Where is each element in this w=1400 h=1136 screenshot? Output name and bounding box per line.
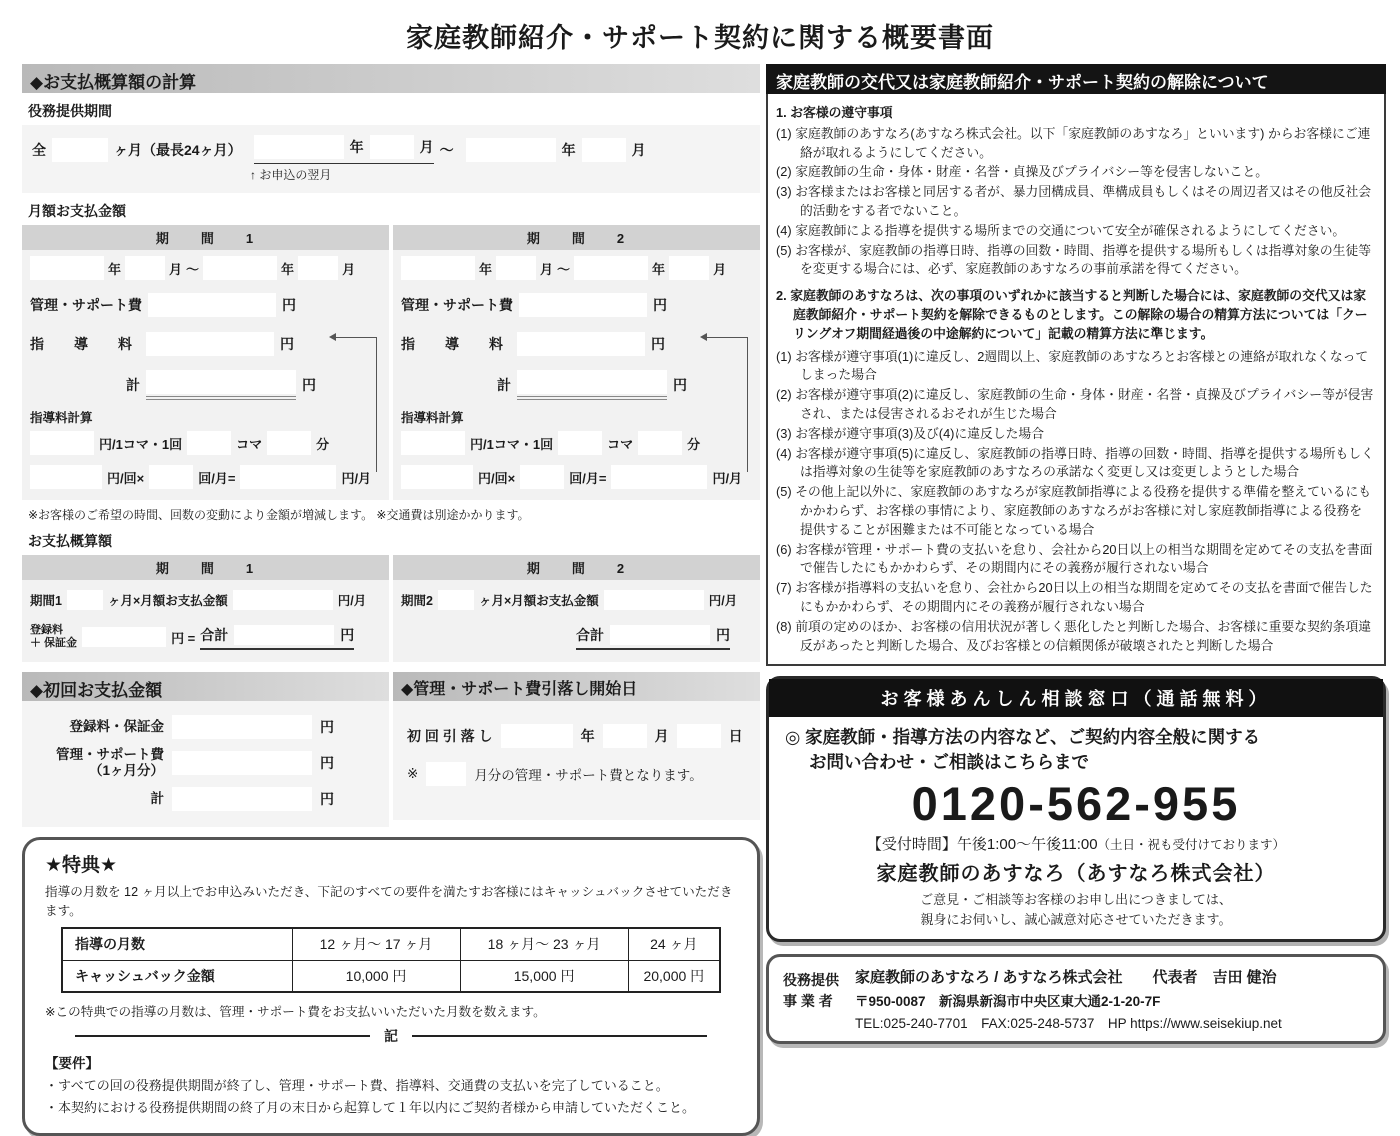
clause-item: (5) お客様が、家庭教師の指導日時、指導の回数・時間、指導を提供する場所もしくは指導対象の生徒等を変更する場合には、必ず、家庭教師のあすなろの事前承諾を得てください。 xyxy=(776,242,1372,277)
first-payment-section xyxy=(22,672,389,827)
total-label: 合計 xyxy=(576,626,604,643)
benefit-note: ※この特典での指導の月数は、管理・サポート費をお支払いいただいた月数を数えます。 xyxy=(45,1005,546,1019)
registration-label: 登録料 xyxy=(30,624,63,637)
per-time-label: 円/回× xyxy=(478,470,516,486)
p1-end-year-field[interactable] xyxy=(203,256,277,280)
formula-label: ヶ月×月額お支払金額 xyxy=(478,594,599,608)
cashback-amount-header: キャッシュバック金額 xyxy=(62,960,292,992)
e2-months-field[interactable] xyxy=(438,590,474,610)
cashback-months-header: 指導の月数 xyxy=(62,928,292,960)
clause-item: (1) お客様が遵守事項(1)に違反し、2週間以上、家庭教師のあすなろとお客様との連絡が取れなくなってしまった場合 xyxy=(776,348,1369,383)
yen-per-month-unit: 円/月 xyxy=(341,470,372,486)
yen-unit: 円 xyxy=(651,336,665,352)
yen-unit: 円 xyxy=(340,626,355,643)
debit-note-text: 月分の管理・サポート費となります。 xyxy=(474,768,703,783)
divider-line xyxy=(75,1035,370,1037)
provider-contact-line: TEL:025-240-7701 FAX:025-248-5737 HP https://www.seisekiup.net xyxy=(855,1016,1282,1032)
service-period-max-label: ヶ月（最長24ヶ月） xyxy=(114,141,242,158)
termination-clauses xyxy=(766,94,1386,666)
cashback-table xyxy=(61,927,721,993)
service-period-total-months-field[interactable] xyxy=(52,138,108,162)
tuition-label: 指 導 料 xyxy=(401,336,511,352)
debit-year-field[interactable] xyxy=(501,724,573,748)
calc-arrow-bracket xyxy=(704,337,748,472)
p1-start-year-field[interactable] xyxy=(30,256,104,280)
debit-note-month-field[interactable] xyxy=(426,762,466,786)
per-unit-label: 円/1コマ・1回 xyxy=(99,436,183,452)
e1-registration-field[interactable] xyxy=(82,627,166,647)
clause-item: (3) お客様が遵守事項(3)及び(4)に違反した場合 xyxy=(776,425,1045,441)
hotline-hours: 【受付時間】午後1:00～午後11:00（土日・祝も受付けております） xyxy=(866,836,1286,854)
total-label: 合計 xyxy=(200,626,229,643)
p1-mgmt-fee-field[interactable] xyxy=(148,293,276,317)
yen-unit: 円 xyxy=(653,297,667,313)
p2-yen-per-time-field[interactable] xyxy=(401,465,473,489)
e1-months-field[interactable] xyxy=(67,590,103,610)
termination-conditions-intro: 2. 家庭教師のあすなろは、次の事項のいずれかに該当すると判断した場合には、家庭教師の交代又は家庭教師紹介・サポート契約を解除できるものとします。この解除の場合の精算方法については「クーリングオフ期間経過後の中途解約について」記載の精算方法に準じます。 xyxy=(776,288,1368,341)
clause-item: (3) お客様またはお客様と同居する者が、暴力団構成員、準構成員もしくはその周辺者又はその他反社会的活動をする者でないこと。 xyxy=(776,184,1372,218)
section-header-termination: 家庭教師の交代又は家庭教師紹介・サポート契約の解除について xyxy=(766,64,1386,94)
estimate-panel-period1 xyxy=(22,555,389,662)
month-unit: 月 xyxy=(540,261,554,277)
per-month-eq-label: 回/月= xyxy=(569,470,607,486)
monthly-panel-period2 xyxy=(393,225,760,500)
clause-item: (6) お客様が管理・サポート費の支払いを怠り、会社から20日以上の相当な期間を定めてその支払を書面で催告したにもかかわらず、その期間内にその義務が履行されない場合 xyxy=(776,541,1373,576)
p1-minutes-field[interactable] xyxy=(267,431,311,455)
apply-next-month-note: ↑ お申込の翌月 xyxy=(250,168,332,182)
yen-unit: 円 xyxy=(320,755,334,771)
monthly-panel-period1 xyxy=(22,225,389,500)
year-unit: 年 xyxy=(479,261,493,277)
minutes-label: 分 xyxy=(687,436,701,452)
tuition-calc-label: 指導料計算 xyxy=(401,411,464,425)
koma-label: コマ xyxy=(236,436,263,452)
koma-label: コマ xyxy=(607,436,634,452)
p2-end-year-field[interactable] xyxy=(574,256,648,280)
hotline-lead2: お問い合わせ・ご相談はこちらまで xyxy=(809,751,1089,772)
p2-sum-field[interactable] xyxy=(517,370,667,394)
month-unit: 月 xyxy=(654,728,669,744)
month-unit: 月 xyxy=(419,139,434,155)
hotline-lead1: ◎ 家庭教師・指導方法の内容など、ご契約内容全般に関する xyxy=(785,727,1261,748)
bottom-sections xyxy=(22,672,760,827)
year-unit: 年 xyxy=(281,261,295,277)
fp-mgmt-fee-field[interactable] xyxy=(172,751,312,775)
yen-unit: 円 xyxy=(673,377,687,393)
p2-price-per-unit-field[interactable] xyxy=(401,431,465,455)
ki-divider xyxy=(75,1026,707,1046)
service-period-panel xyxy=(22,125,760,193)
period2-header: 期 間 2 xyxy=(393,225,760,250)
benefit-intro: 指導の月数を 12 ヶ月以上でお申込みいただき、下記のすべての要件を満たすお客様にはキャッシュバックさせていただきます。 xyxy=(45,885,733,918)
service-end-month-field[interactable] xyxy=(582,138,626,162)
compliance-title: 1. お客様の遵守事項 xyxy=(776,105,893,120)
right-column xyxy=(766,64,1386,1044)
formula-label: ヶ月×月額お支払金額 xyxy=(107,594,228,608)
service-start-year-field[interactable] xyxy=(254,135,344,159)
sum-label: 計 xyxy=(126,377,140,393)
yen-per-month-unit: 円/月 xyxy=(712,470,743,486)
debit-start-section xyxy=(393,672,760,827)
year-unit: 年 xyxy=(652,261,666,277)
clause-item: (2) 家庭教師の生命・身体・財産・名誉・貞操及びプライバシー等を侵害しないこと。 xyxy=(776,164,1269,180)
estimate-label: お支払概算額 xyxy=(28,533,112,549)
registration-deposit-label: 登録料・保証金 xyxy=(69,719,164,735)
requirements-title: 【要件】 xyxy=(45,1056,99,1071)
year-unit: 年 xyxy=(108,261,122,277)
p2-koma-field[interactable] xyxy=(558,431,602,455)
period1-header: 期 間 1 xyxy=(22,225,389,250)
yen-unit: 円 xyxy=(282,297,296,313)
clause-item: (4) お客様が遵守事項(5)に違反し、家庭教師の指導日時、指導の回数・時間、指導を提供する場所もしくは指導対象の生徒等を家庭教師のあすなろの承諾なく変更し又は変更しようとした場合 xyxy=(776,445,1374,480)
sum-label: 計 xyxy=(497,377,511,393)
year-unit: 年 xyxy=(580,728,595,744)
ki-label: 記 xyxy=(384,1028,398,1044)
cashback-range-1: 12 ヶ月～ 17 ヶ月 xyxy=(292,928,460,960)
mgmt-fee-one-month-label: 管理・サポート費 （1ヶ月分） xyxy=(56,747,164,778)
provider-company-line: 家庭教師のあすなろ / あすなろ株式会社 代表者 吉田 健治 xyxy=(855,969,1277,987)
month-unit: 月 xyxy=(713,261,727,277)
fp-sum-field[interactable] xyxy=(172,787,312,811)
hotline-phone-number: 0120-562-955 xyxy=(911,777,1241,831)
tilde: ～ xyxy=(186,261,200,277)
debit-month-field[interactable] xyxy=(603,724,647,748)
left-column xyxy=(22,64,760,1136)
yen-per-month-unit: 円/月 xyxy=(337,594,367,608)
requirement-item: ・すべての回の役務提供期間が終了し、管理・サポート費、指導料、交通費の支払いを完了していること。 xyxy=(45,1078,669,1093)
per-month-eq-label: 回/月= xyxy=(198,470,236,486)
period2-label: 期間2 xyxy=(401,594,433,608)
fp-registration-field[interactable] xyxy=(172,715,312,739)
p1-sum-field[interactable] xyxy=(146,370,296,394)
service-period-label: 役務提供期間 xyxy=(28,103,112,119)
year-unit: 年 xyxy=(561,141,576,158)
section-header-debit-start: ◆管理・サポート費引落し開始日 xyxy=(393,672,760,701)
yen-unit: 円 xyxy=(302,377,316,393)
period1-header: 期 間 1 xyxy=(22,555,389,580)
day-unit: 日 xyxy=(728,728,743,744)
yen-unit: 円 xyxy=(280,336,294,352)
e2-total-field[interactable] xyxy=(610,625,710,645)
cashback-amount-3: 20,000 円 xyxy=(628,960,720,992)
period1-label: 期間1 xyxy=(30,594,62,608)
requirement-item: ・本契約における役務提供期間の終了月の末日から起算して１年以内にご契約者様から申請していただくこと。 xyxy=(45,1100,696,1115)
period2-header: 期 間 2 xyxy=(393,555,760,580)
estimate-panels xyxy=(22,555,760,662)
clause-item: (1) 家庭教師のあすなろ(あすなろ株式会社。以下「家庭教師のあすなろ」といいます) からお客様にご連絡が取れるようにしてください。 xyxy=(776,125,1371,160)
tilde: ～ xyxy=(439,141,454,158)
p1-monthly-result-field[interactable] xyxy=(240,465,336,489)
monthly-panels xyxy=(22,225,760,500)
clause-item: (2) お客様が遵守事項(2)に違反し、家庭教師の生命・身体・財産・名誉・貞操及びプライバシー等が侵害され、または侵害されるおそれが生じた場合 xyxy=(776,387,1374,421)
hotline-header: お客様あんしん相談窓口（通話無料） xyxy=(769,679,1383,717)
estimate-panel-period2 xyxy=(393,555,760,662)
table-row xyxy=(62,928,720,960)
p2-start-year-field[interactable] xyxy=(401,256,475,280)
debit-day-field[interactable] xyxy=(677,724,721,748)
yen-unit: 円 xyxy=(320,791,334,807)
tilde: ～ xyxy=(557,261,571,277)
debit-start-panel xyxy=(393,701,760,820)
p2-tuition-field[interactable] xyxy=(517,332,645,356)
p2-mgmt-fee-field[interactable] xyxy=(519,293,647,317)
benefit-title: ★特典★ xyxy=(45,855,118,876)
year-unit: 年 xyxy=(349,139,364,155)
mgmt-fee-label: 管理・サポート費 xyxy=(401,297,513,313)
provider-box xyxy=(766,954,1386,1044)
p1-yen-per-time-field[interactable] xyxy=(30,465,102,489)
yen-unit: 円 xyxy=(716,626,730,643)
hotline-box xyxy=(766,676,1386,942)
provider-address-line: 〒950-0087 新潟県新潟市中央区東大通2-1-20-7F xyxy=(855,994,1161,1010)
tuition-calc-label: 指導料計算 xyxy=(30,411,93,425)
hotline-company: 家庭教師のあすなろ（あすなろ株式会社） xyxy=(876,863,1276,886)
p1-end-month-field[interactable] xyxy=(298,256,338,280)
yen-per-month-unit: 円/月 xyxy=(708,594,738,608)
section-header-payment-calc: ◆お支払概算額の計算 xyxy=(22,64,760,93)
p2-end-month-field[interactable] xyxy=(669,256,709,280)
service-end-year-field[interactable] xyxy=(466,138,556,162)
hotline-body xyxy=(769,717,1383,939)
first-payment-panel xyxy=(22,701,389,827)
cashback-amount-2: 15,000 円 xyxy=(460,960,628,992)
p2-monthly-result-field[interactable] xyxy=(611,465,707,489)
yen-unit: 円 xyxy=(320,719,334,735)
fp-sum-label: 計 xyxy=(150,791,164,807)
divider-line xyxy=(412,1035,707,1037)
minutes-label: 分 xyxy=(316,436,330,452)
clause-item: (8) 前項の定めのほか、お客様の信用状況が著しく悪化したと判断した場合、お客様に重要な契約条項違反があったと判断した場合、及びお客様との信頼関係が破壊されたと判断した場合 xyxy=(776,618,1372,653)
clause-item: (4) 家庭教師による指導を提供する場所までの交通について安全が確保されるようにしてください。 xyxy=(776,222,1346,238)
p2-times-per-month-field[interactable] xyxy=(520,465,564,489)
table-row xyxy=(62,960,720,992)
clause-item: (7) お客様が指導料の支払いを怠り、会社から20日以上の相当な期間を定めてその支払を書面で催告したにもかかわらず、その期間内にその義務が履行されない場合 xyxy=(776,580,1373,614)
per-unit-label: 円/1コマ・1回 xyxy=(470,436,554,452)
service-start-month-field[interactable] xyxy=(370,135,414,159)
mgmt-fee-label: 管理・サポート費 xyxy=(30,297,142,313)
per-time-label: 円/回× xyxy=(107,470,145,486)
p1-price-per-unit-field[interactable] xyxy=(30,431,94,455)
service-period-all-label: 全 xyxy=(32,141,46,158)
provider-details xyxy=(855,966,1282,1032)
clause-item: (5) その他上記以外に、家庭教師のあすなろが家庭教師指導による役務を提供する準備を整えているにもかかわらず、お客様の事情により、家庭教師のあすなろがお客様に対し家庭教師指導による役務を提供することが困難または不可能となっている場合 xyxy=(776,484,1372,537)
hotline-closing: ご意見・ご相談等お客様のお申し出につきましては、 親身にお伺いし、誠心誠意対応させていただきます。 xyxy=(920,892,1232,927)
cashback-amount-1: 10,000 円 xyxy=(292,960,460,992)
page-title: 家庭教師紹介・サポート契約に関する概要書面 xyxy=(406,23,994,53)
p1-koma-field[interactable] xyxy=(187,431,231,455)
deposit-label: ＋ 保証金 xyxy=(30,637,78,649)
first-debit-label: 初 回 引 落 し xyxy=(407,728,493,744)
month-unit: 月 xyxy=(342,261,356,277)
e1-monthly-amount-field[interactable] xyxy=(233,590,333,610)
monthly-notes: ※お客様のご希望の時間、回数の変動により金額が増減します。 ※交通費は別途かかります。 xyxy=(28,508,530,522)
month-unit: 月 xyxy=(169,261,183,277)
calc-arrow-bracket xyxy=(333,337,377,472)
monthly-payment-label: 月額お支払金額 xyxy=(28,203,126,219)
e1-total-field[interactable] xyxy=(234,625,334,645)
p2-start-month-field[interactable] xyxy=(496,256,536,280)
e2-monthly-amount-field[interactable] xyxy=(604,590,704,610)
debit-note-mark: ※ xyxy=(407,766,419,781)
p2-minutes-field[interactable] xyxy=(638,431,682,455)
p1-start-month-field[interactable] xyxy=(125,256,165,280)
cashback-range-3: 24 ヶ月 xyxy=(628,928,720,960)
p1-tuition-field[interactable] xyxy=(146,332,274,356)
month-unit: 月 xyxy=(631,141,646,158)
benefit-box xyxy=(22,837,760,1136)
provider-label: 役務提供 事 業 者 xyxy=(783,972,839,1010)
p1-times-per-month-field[interactable] xyxy=(149,465,193,489)
yen-eq-label: 円 = xyxy=(171,630,196,646)
tuition-label: 指 導 料 xyxy=(30,336,140,352)
section-header-first-payment: ◆初回お支払金額 xyxy=(22,672,389,701)
cashback-range-2: 18 ヶ月～ 23 ヶ月 xyxy=(460,928,628,960)
